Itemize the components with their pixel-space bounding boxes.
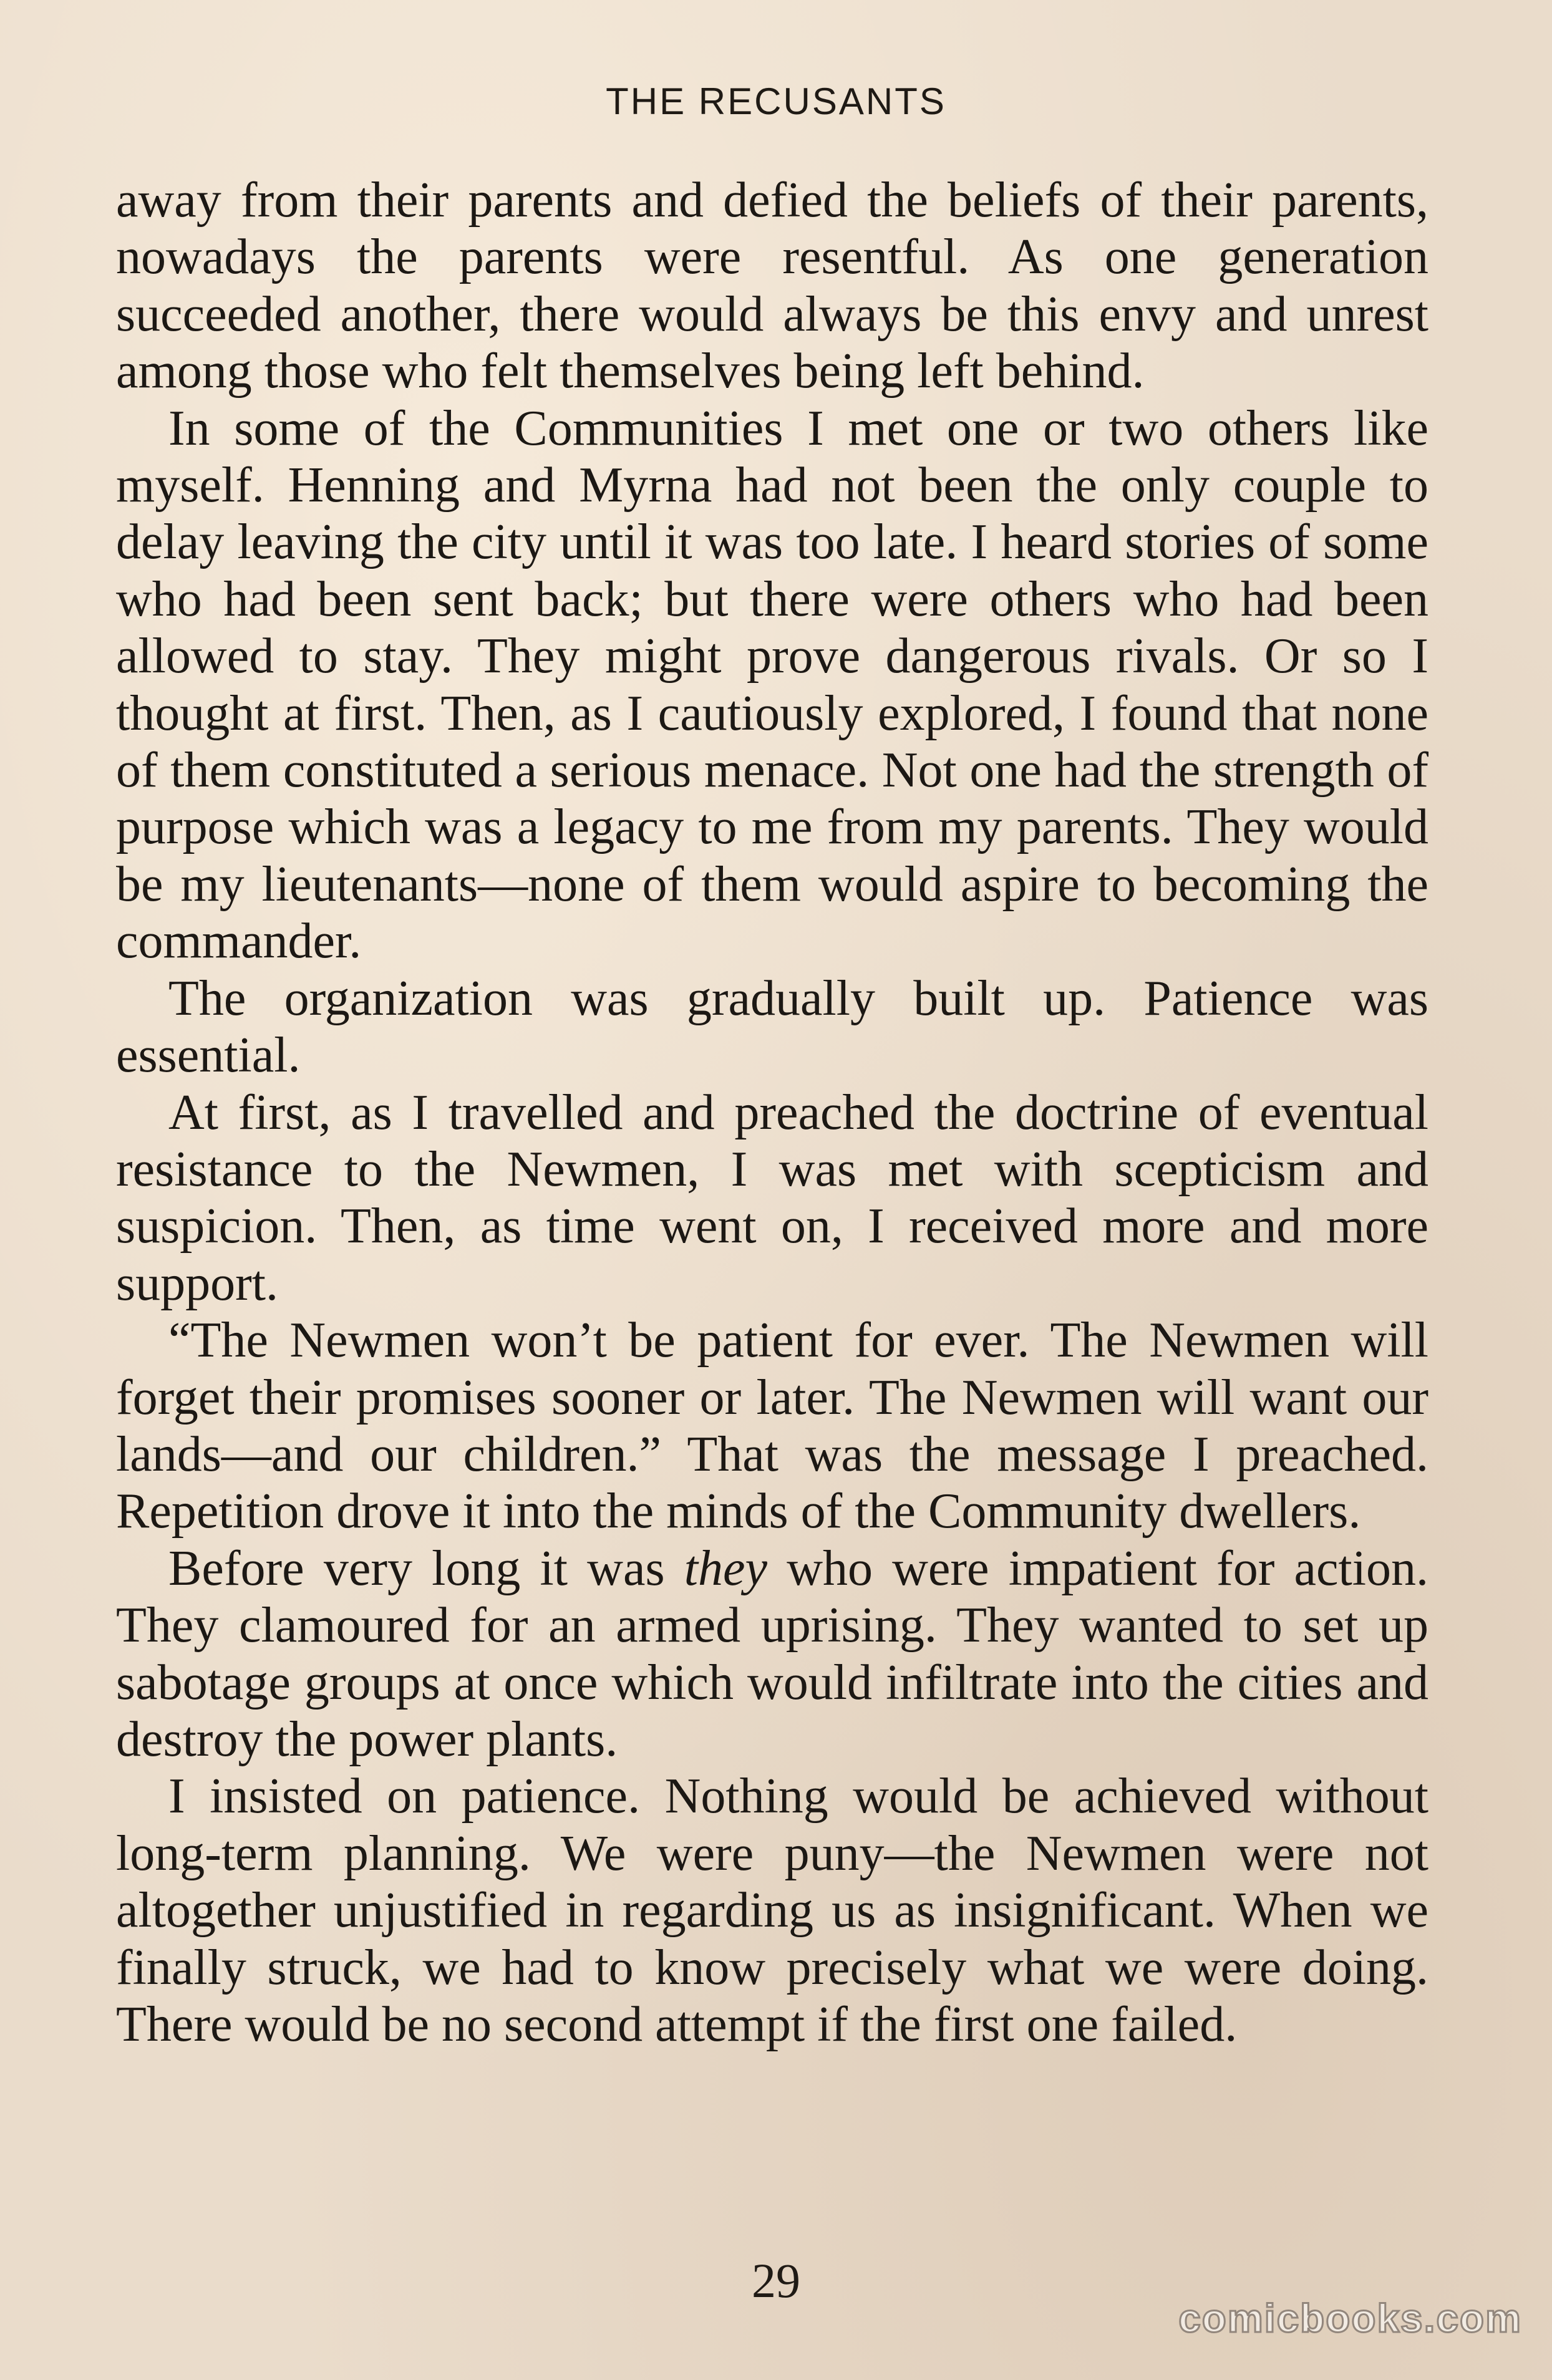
paragraph-6-before: Before very long it was: [168, 1541, 684, 1596]
paragraph-2: In some of the Communities I met one or two others like myself. Henning and Myrna had not been the only couple to delay leaving the city until it was too late. I heard stories of some who had been sent back; but there were others who had been allowed to stay. They might prove dangerous rivals. Or so I thought at first. Then, as I cautiously explored, I found that none of them constituted a serious menace. Not one had the strength of purpose which was a legacy to me from my parents. They would be my lieutenants—none of them would aspire to becoming the commander.: [116, 400, 1428, 969]
paragraph-4: At first, as I travelled and preached the doctrine of eventual resistance to the Newmen, I was met with scepticism and suspicion. Then, as time went on, I received more and more support.: [116, 1085, 1428, 1311]
paragraph-5: “The Newmen won’t be patient for ever. The Newmen will forget their promises sooner or later. The Newmen will want our lands—and our children.” That was the message I preached. Repetition drove it into the minds of the Community dwellers.: [116, 1313, 1428, 1539]
running-head-title: THE RECUSANTS: [606, 80, 946, 122]
paragraph-1: away from their parents and defied the beliefs of their parents, nowadays the parents were resentful. As one generation succeeded another, there would always be this envy and unrest among those who felt themselves being left behind.: [116, 173, 1428, 399]
emphasis-they: they: [684, 1541, 768, 1596]
paragraph-6-after: who were impatient for action. They clamoured for an armed uprising. They wanted to set up sabotage groups at once which would infiltrate into the cities and destroy the power plants.: [116, 1541, 1428, 1767]
page-number: 29: [752, 2253, 800, 2308]
paragraph-7: I insisted on patience. Nothing would be achieved without long-term planning. We were puny—the Newmen were not altogether unjustified in regarding us as insignificant. When we finally struck, we had to know precisely what we were doing. There would be no second attempt if the first one failed.: [116, 1769, 1428, 2052]
paragraph-3: The organization was gradually built up. Patience was essential.: [116, 970, 1428, 1083]
paragraph-6: [116, 1541, 1428, 1769]
watermark-logo: comicbooks.com: [1178, 2296, 1522, 2341]
body-text: [116, 172, 1428, 2053]
